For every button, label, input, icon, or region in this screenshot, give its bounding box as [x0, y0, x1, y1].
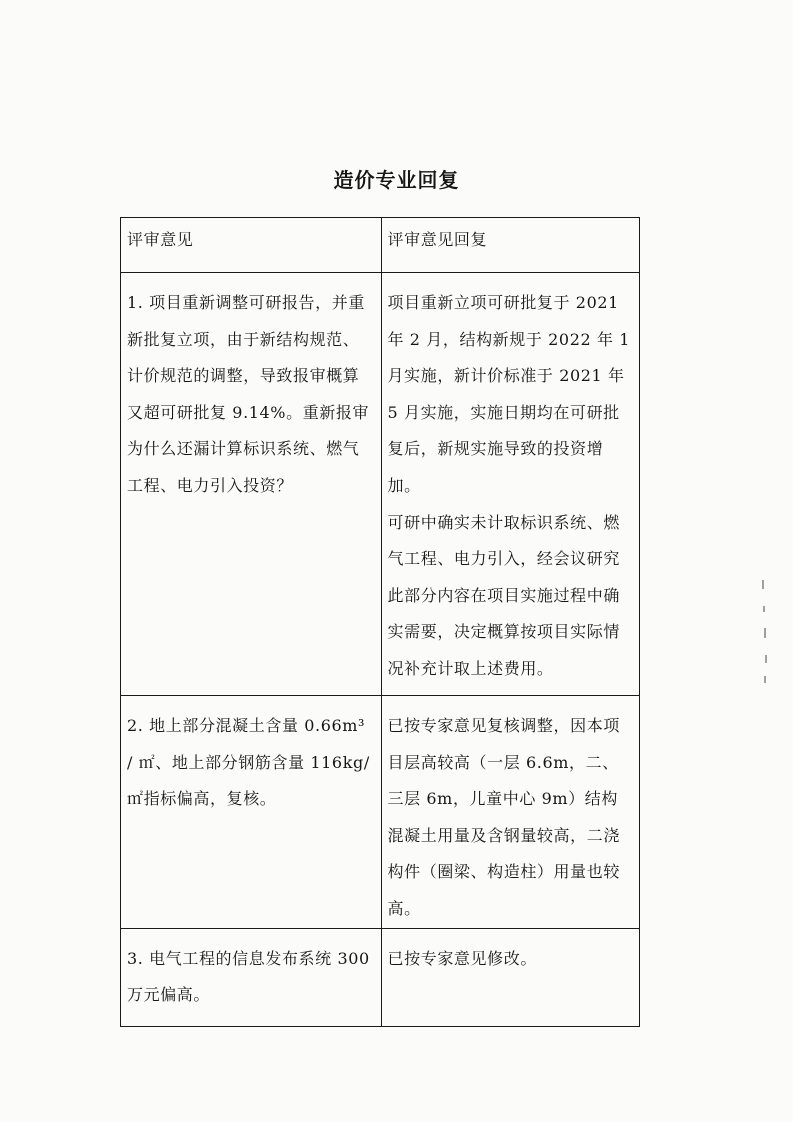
opinion-cell	[121, 273, 382, 696]
reply-text: 已按专家意见复核调整，因本项目层高较高（一层 6.6m，二、三层 6m，儿童中心 9m）结构混凝土用量及含钢量较高，二浇构件（圈梁、构造柱）用量也较高。	[387, 716, 620, 918]
table-row	[121, 273, 640, 696]
table-row	[121, 928, 640, 1026]
scan-mark	[763, 606, 765, 612]
opinion-text: 2. 地上部分混凝土含量 0.66m³ / ㎡、地上部分钢筋含量 116kg/㎡指标偏高，复核。	[127, 716, 370, 809]
opinion-cell	[121, 696, 382, 929]
header-opinion: 评审意见	[121, 218, 382, 273]
header-reply: 评审意见回复	[381, 218, 639, 273]
opinion-text: 3. 电气工程的信息发布系统 300 万元偏高。	[127, 948, 370, 1005]
reply-cell	[381, 928, 639, 1026]
reply-cell	[381, 273, 639, 696]
scan-mark	[765, 655, 767, 663]
reply-text: 项目重新立项可研批复于 2021 年 2 月，结构新规于 2022 年 1 月实施，新计价标准于 2021 年 5 月实施，实施日期均在可研批复后，新规实施导致的投资增加。	[387, 293, 631, 495]
opinion-cell	[121, 928, 382, 1026]
reply-cell	[381, 696, 639, 929]
reply-text: 已按专家意见修改。	[387, 948, 537, 968]
scan-mark	[764, 676, 766, 683]
scan-mark	[764, 628, 766, 638]
opinion-text: 1. 项目重新调整可研报告，并重新批复立项，由于新结构规范、计价规范的调整，导致报审概算又超可研批复 9.14%。重新报审为什么还漏计算标识系统、燃气工程、电力引入投资？	[127, 293, 370, 495]
scan-mark	[762, 580, 764, 589]
reply-text: 可研中确实未计取标识系统、燃气工程、电力引入，经会议研究此部分内容在项目实施过程中确实需要，决定概算按项目实际情况补充计取上述费用。	[387, 512, 620, 678]
table-header-row	[121, 218, 640, 273]
page-title: 造价专业回复	[333, 168, 460, 192]
review-table	[120, 217, 640, 1027]
table-row	[121, 696, 640, 929]
